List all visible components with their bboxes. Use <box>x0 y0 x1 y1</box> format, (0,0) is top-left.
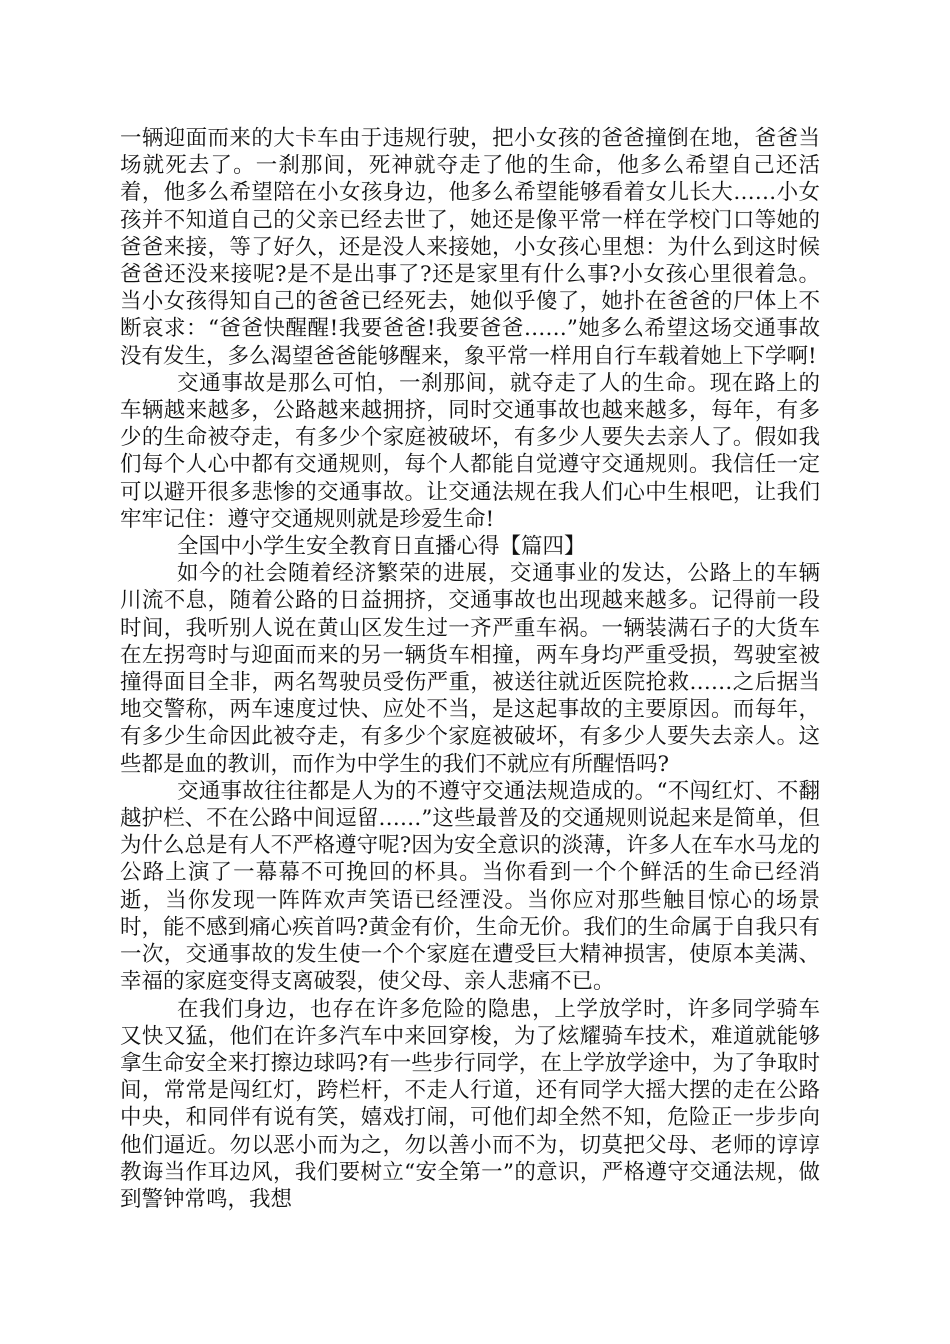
document-body <box>120 125 820 1213</box>
paragraph-hidden-dangers: 在我们身边，也存在许多危险的隐患，上学放学时，许多同学骑车又快又猛，他们在许多汽车中来回穿梭，为了炫耀骑车技术，难道就能够拿生命安全来打擦边球吗?有一些步行同学，在上学放学途中，为了争取时间，常常是闯红灯，跨栏杆，不走人行道，还有同学大摇大摆的走在公路中央，和同伴有说有笑，嬉戏打闹，可他们却全然不知，危险正一步步向他们逼近。勿以恶小而为之，勿以善小而不为，切莫把父母、老师的谆谆教诲当作耳边风，我们要树立“安全第一”的意识，严格遵守交通法规，做到警钟常鸣，我想 <box>120 996 820 1212</box>
paragraph-traffic-danger: 交通事故是那么可怕，一刹那间，就夺走了人的生命。现在路上的车辆越来越多，公路越来越拥挤，同时交通事故也越来越多，每年，有多少的生命被夺走，有多少个家庭被破坏，有多少人要失去亲人了。假如我们每个人心中都有交通规则，每个人都能自觉遵守交通规则。我信任一定可以避开很多悲惨的交通事故。让交通法规在我人们心中生根吧，让我们牢牢记住：遵守交通规则就是珍爱生命! <box>120 370 820 532</box>
paragraph-accident-story: 如今的社会随着经济繁荣的进展，交通事业的发达，公路上的车辆川流不息，随着公路的日益拥挤，交通事故也出现越来越多。记得前一段时间，我听别人说在黄山区发生过一齐严重车祸。一辆装满石子的大货车在左拐弯时与迎面而来的另一辆货车相撞，两车身均严重受损，驾驶室被撞得面目全非，两名驾驶员受伤严重，被送往就近医院抢救……之后据当地交警称，两车速度过快、应处不当，是这起事故的主要原因。而每年，有多少生命因此被夺走，有多少个家庭被破坏，有多少人要失去亲人。这些都是血的教训，而作为中学生的我们不就应有所醒悟吗? <box>120 561 820 777</box>
section-heading: 全国中小学生安全教育日直播心得【篇四】 <box>176 534 586 560</box>
paragraph-human-causes: 交通事故往往都是人为的不遵守交通法规造成的。“不闯红灯、不翻越护栏、不在公路中间逗留……”这些最普及的交通规则说起来是简单，但为什么总是有人不严格遵守呢?因为安全意识的淡薄，许多人在车水马龙的公路上演了一幕幕不可挽回的杯具。当你看到一个个鲜活的生命已经消逝，当你发现一阵阵欢声笑语已经湮没。当你应对那些触目惊心的场景时，能不感到痛心疾首吗?黄金有价，生命无价。我们的生命属于自我只有一次，交通事故的发生使一个个家庭在遭受巨大精神损害，使原本美满、幸福的家庭变得支离破裂，使父母、亲人悲痛不已。 <box>120 778 820 995</box>
paragraph-continuation: 一辆迎面而来的大卡车由于违规行驶，把小女孩的爸爸撞倒在地，爸爸当场就死去了。一刹那间，死神就夺走了他的生命，他多么希望自己还活着，他多么希望陪在小女孩身边，他多么希望能够看着女儿长大……小女孩并不知道自己的父亲已经去世了，她还是像平常一样在学校门口等她的爸爸来接，等了好久，还是没人来接她，小女孩心里想：为什么到这时候爸爸还没来接呢?是不是出事了?还是家里有什么事?小女孩心里很着急。当小女孩得知自己的爸爸已经死去，她似乎傻了，她扑在爸爸的尸体上不断哀求：“爸爸快醒醒!我要爸爸!我要爸爸……”她多么希望这场交通事故没有发生，多么渴望爸爸能够醒来，象平常一样用自行车载着她上下学啊! <box>120 126 820 369</box>
